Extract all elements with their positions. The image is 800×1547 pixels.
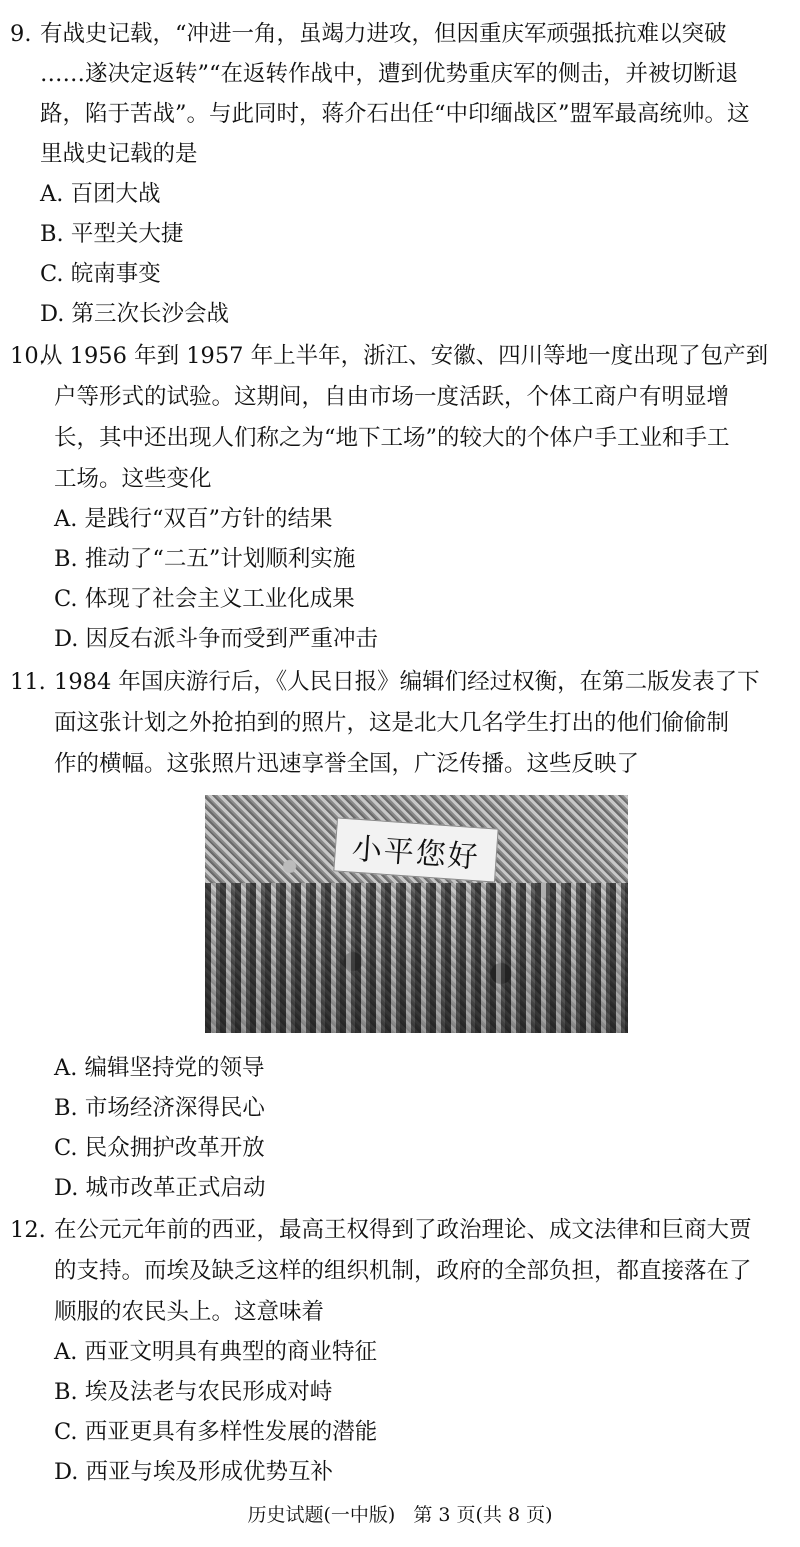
question-text-line: 顺服的农民头上。这意味着	[54, 1299, 325, 1325]
question-text-line: 户等形式的试验。这期间，自由市场一度活跃，个体工商户有明显增	[54, 384, 730, 410]
option-c: C. 西亚更具有多样性发展的潜能	[54, 1419, 378, 1445]
question-text-line: 1984 年国庆游行后，《人民日报》编辑们经过权衡，在第二版发表了下	[54, 669, 760, 695]
question-text-line: 面这张计划之外抢拍到的照片，这是北大几名学生打出的他们偷偷制	[54, 710, 730, 736]
question-number: 12.	[10, 1217, 46, 1243]
option-c: C. 体现了社会主义工业化成果	[54, 586, 355, 612]
option-b: B. 市场经济深得民心	[54, 1095, 265, 1121]
option-a: A. 西亚文明具有典型的商业特征	[54, 1339, 378, 1365]
option-d: D. 西亚与埃及形成优势互补	[54, 1459, 334, 1485]
question-text-line: 的支持。而埃及缺乏这样的组织机制，政府的全部负担，都直接落在了	[54, 1258, 752, 1284]
question-text-line: 在公元元年前的西亚，最高王权得到了政治理论、成文法律和巨商大贾	[54, 1217, 752, 1243]
question-text-line: 路，陷于苦战”。与此同时，蒋介石出任“中印缅战区”盟军最高统帅。这	[40, 101, 750, 127]
option-a: A. 是践行“双百”方针的结果	[54, 506, 333, 532]
question-number: 10.	[10, 343, 46, 369]
option-a: A. 百团大战	[40, 181, 161, 207]
option-b: B. 推动了“二五”计划顺利实施	[54, 546, 356, 572]
option-d: D. 城市改革正式启动	[54, 1175, 266, 1201]
question-text-line: 工场。这些变化	[54, 466, 212, 492]
page-footer: 历史试题(一中版) 第 3 页(共 8 页)	[247, 1504, 553, 1526]
option-d: D. 第三次长沙会战	[40, 301, 230, 327]
news-photo	[205, 795, 628, 1033]
question-text-line: ……遂决定返转”“在返转作战中，遭到优势重庆军的侧击，并被切断退	[40, 61, 739, 87]
question-text-line: 从 1956 年到 1957 年上半年，浙江、安徽、四川等地一度出现了包产到	[40, 343, 769, 369]
question-number: 9.	[10, 21, 32, 47]
option-d: D. 因反右派斗争而受到严重冲击	[54, 626, 379, 652]
question-number: 11.	[10, 669, 46, 695]
question-text-line: 作的横幅。这张照片迅速享誉全国，广泛传播。这些反映了	[54, 751, 640, 777]
question-text-line: 里战史记载的是	[40, 141, 198, 167]
crowd-image	[205, 883, 628, 1033]
option-a: A. 编辑坚持党的领导	[54, 1055, 265, 1081]
option-c: C. 皖南事变	[40, 261, 161, 287]
option-b: B. 平型关大捷	[40, 221, 184, 247]
question-text-line: 有战史记载，“冲进一角，虽竭力进攻，但因重庆军顽强抵抗难以突破	[40, 21, 727, 47]
banner: 小平您好	[333, 817, 498, 882]
option-b: B. 埃及法老与农民形成对峙	[54, 1379, 333, 1405]
question-text-line: 长，其中还出现人们称之为“地下工场”的较大的个体户手工业和手工	[54, 425, 730, 451]
option-c: C. 民众拥护改革开放	[54, 1135, 265, 1161]
